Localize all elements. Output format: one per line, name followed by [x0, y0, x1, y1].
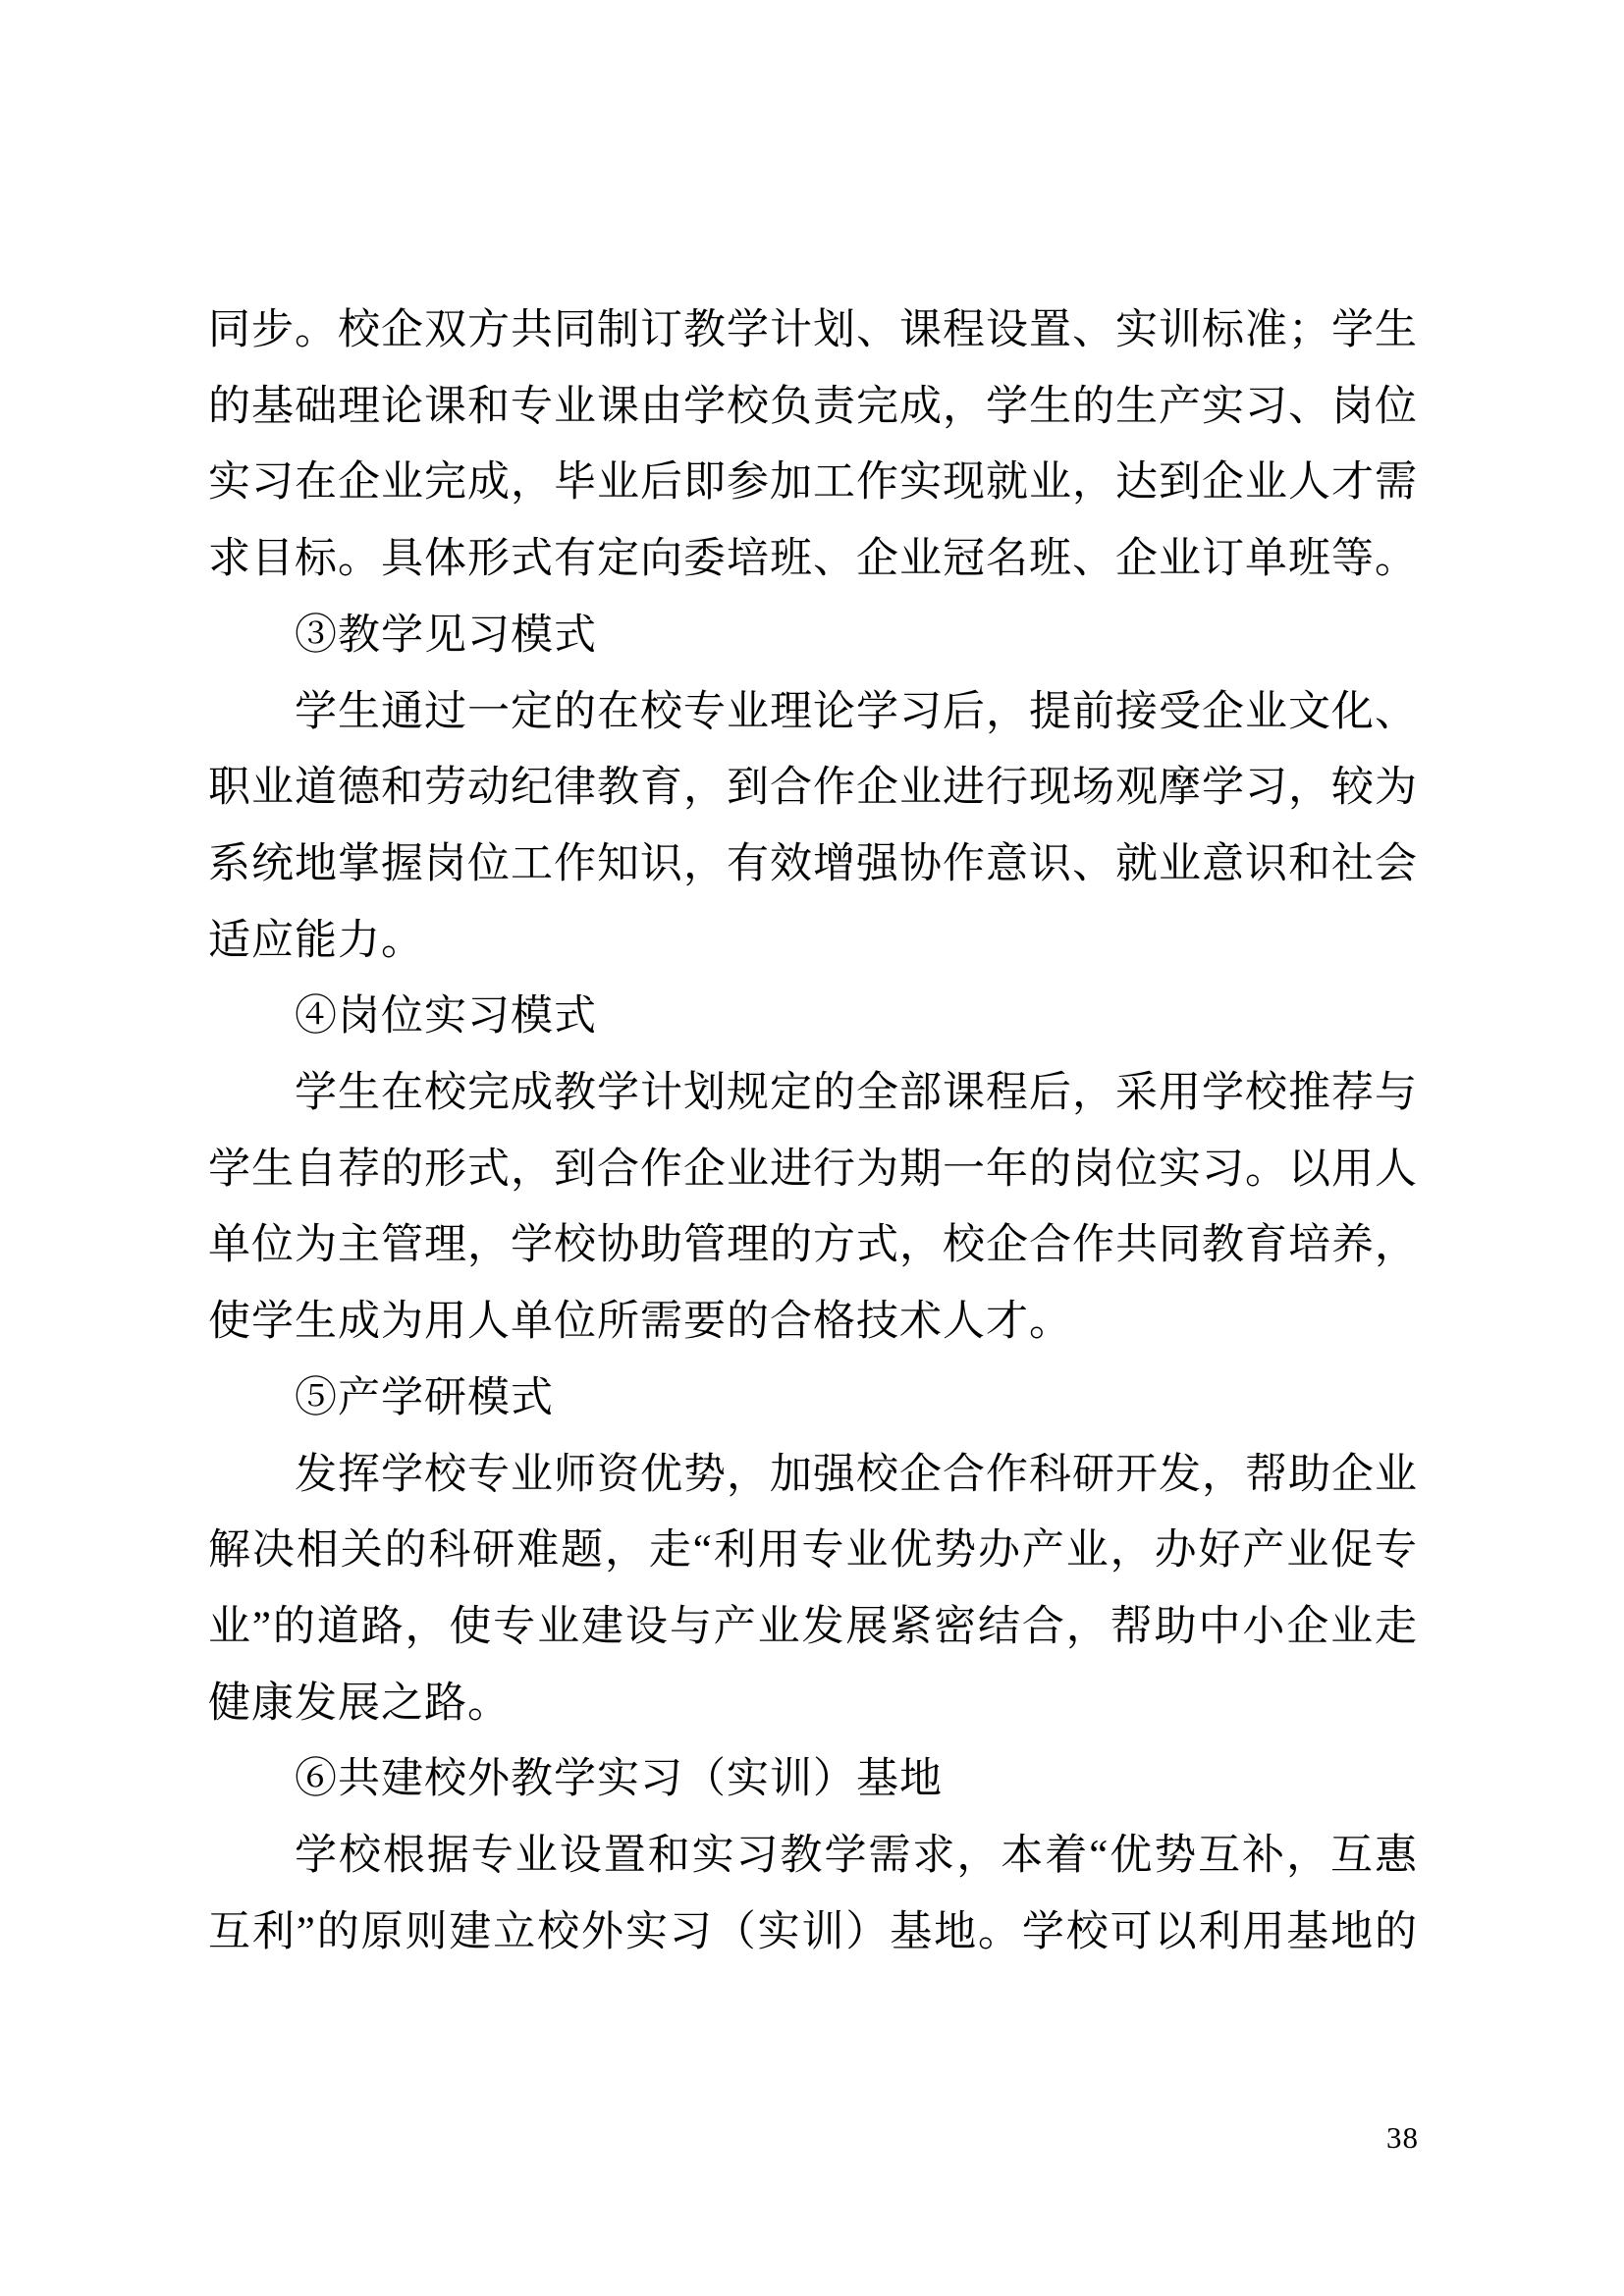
page-number: 38 [1386, 2120, 1419, 2155]
text-line: 的基础理论课和专业课由学校负责完成，学生的生产实习、岗位 [208, 383, 1418, 430]
text-line: ⑤产学研模式 [295, 1374, 554, 1421]
text-line: 学生通过一定的在校专业理论学习后，提前接受企业文化、 [295, 688, 1418, 735]
text-line: 学校根据专业设置和实习教学需求，本着“优势互补，互惠 [295, 1833, 1418, 1880]
text-line: 使学生成为用人单位所需要的合格技术人才。 [208, 1299, 1072, 1346]
text-line: ③教学见习模式 [295, 612, 597, 659]
body-text [208, 293, 1418, 1970]
text-line: 发挥学校专业师资优势，加强校企合作科研开发，帮助企业 [295, 1451, 1418, 1498]
text-line: 求目标。具体形式有定向委培班、企业冠名班、企业订单班等。 [208, 536, 1418, 583]
text-line: 同步。校企双方共同制订教学计划、课程设置、实训标准；学生 [208, 307, 1418, 353]
text-line: 学生自荐的形式，到合作企业进行为期一年的岗位实习。以用人 [208, 1146, 1418, 1193]
text-line: 健康发展之路。 [208, 1680, 511, 1727]
text-line: 解决相关的科研难题，走“利用专业优势办产业，办好产业促专 [208, 1527, 1418, 1575]
text-line: 学生在校完成教学计划规定的全部课程后，采用学校推荐与 [295, 1070, 1418, 1117]
text-line: ④岗位实习模式 [295, 993, 597, 1041]
text-line: 系统地掌握岗位工作知识，有效增强协作意识、就业意识和社会 [208, 840, 1418, 887]
text-line: 实习在企业完成，毕业后即参加工作实现就业，达到企业人才需 [208, 459, 1418, 507]
text-line: 单位为主管理，学校协助管理的方式，校企合作共同教育培养， [208, 1222, 1418, 1269]
text-line: 职业道德和劳动纪律教育，到合作企业进行现场观摩学习，较为 [208, 765, 1418, 812]
text-line: 适应能力。 [208, 917, 424, 964]
text-line: 业”的道路，使专业建设与产业发展紧密结合，帮助中小企业走 [208, 1603, 1418, 1650]
text-line: 互利”的原则建立校外实习（实训）基地。学校可以利用基地的 [208, 1908, 1418, 1955]
text-line: ⑥共建校外教学实习（实训）基地 [295, 1756, 943, 1803]
